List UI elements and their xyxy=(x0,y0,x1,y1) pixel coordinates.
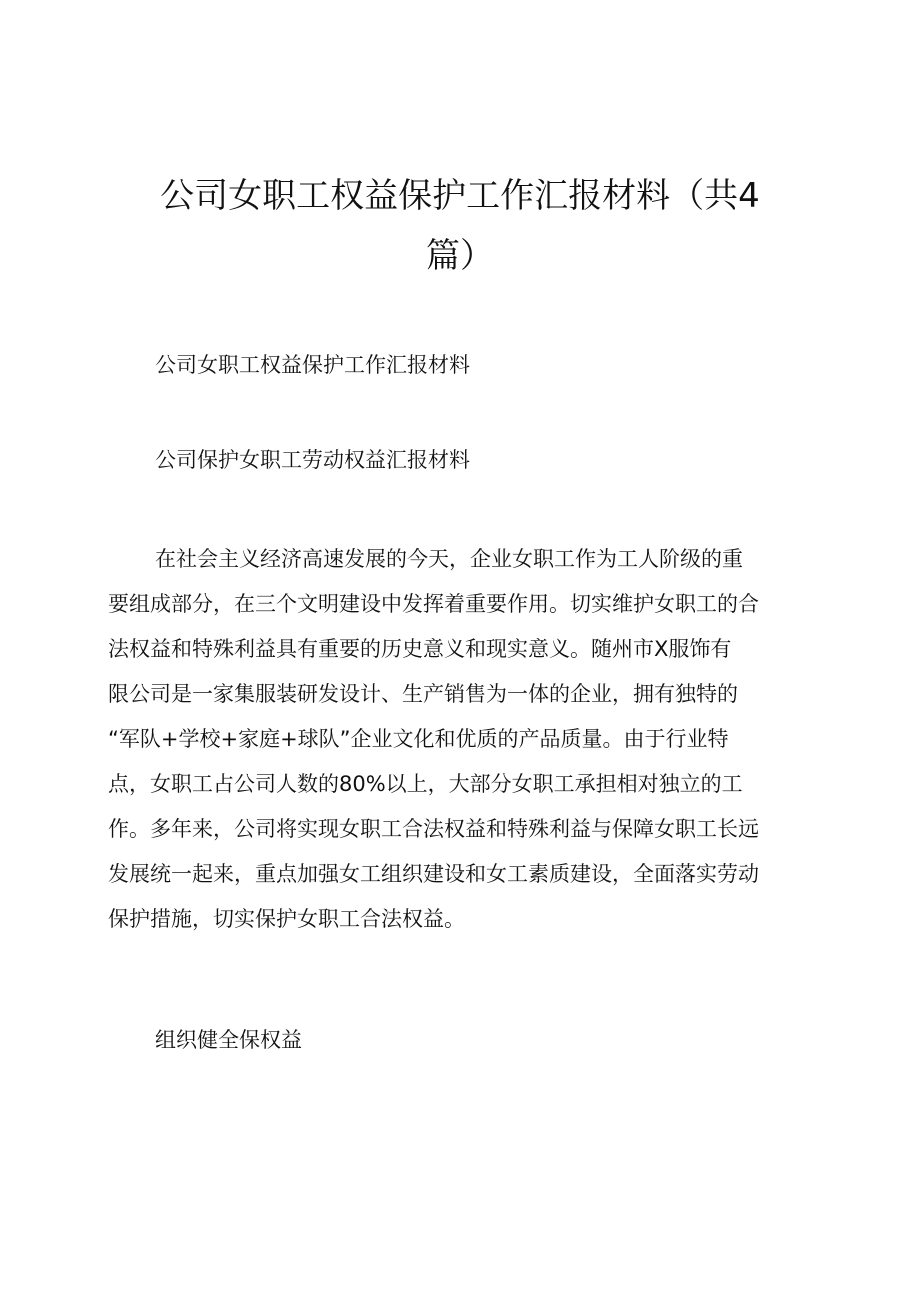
paragraph-line: 法权益和特殊利益具有重要的历史意义和现实意义。随州市X服饰有 xyxy=(108,637,732,661)
paragraph-line: “军队+学校+家庭+球队”企业文化和优质的产品质量。由于行业特 xyxy=(108,727,729,751)
document-title-line-1: 公司女职工权益保护工作汇报材料（共4 xyxy=(160,176,760,216)
subheading-organization: 组织健全保权益 xyxy=(155,1028,302,1052)
document-title xyxy=(120,166,800,286)
paragraph-line: 发展统一起来，重点加强女工组织建设和女工素质建设，全面落实劳动 xyxy=(108,862,759,886)
paragraph-line: 要组成部分，在三个文明建设中发挥着重要作用。切实维护女职工的合 xyxy=(108,592,759,616)
paragraph-line: 限公司是一家集服装研发设计、生产销售为一体的企业，拥有独特的 xyxy=(108,682,738,706)
paragraph-line: 在社会主义经济高速发展的今天，企业女职工作为工人阶级的重 xyxy=(155,547,743,571)
paragraph-line: 点，女职工占公司人数的80%以上，大部分女职工承担相对独立的工 xyxy=(108,772,743,796)
subheading-labor-rights-report: 公司保护女职工劳动权益汇报材料 xyxy=(155,448,470,472)
body-paragraph xyxy=(108,537,816,942)
paragraph-line: 作。多年来，公司将实现女职工合法权益和特殊利益与保障女职工长远 xyxy=(108,817,759,841)
document-title-line-2: 篇） xyxy=(426,236,494,276)
subheading-women-rights-report: 公司女职工权益保护工作汇报材料 xyxy=(155,353,470,377)
paragraph-line: 保护措施，切实保护女职工合法权益。 xyxy=(108,907,465,931)
